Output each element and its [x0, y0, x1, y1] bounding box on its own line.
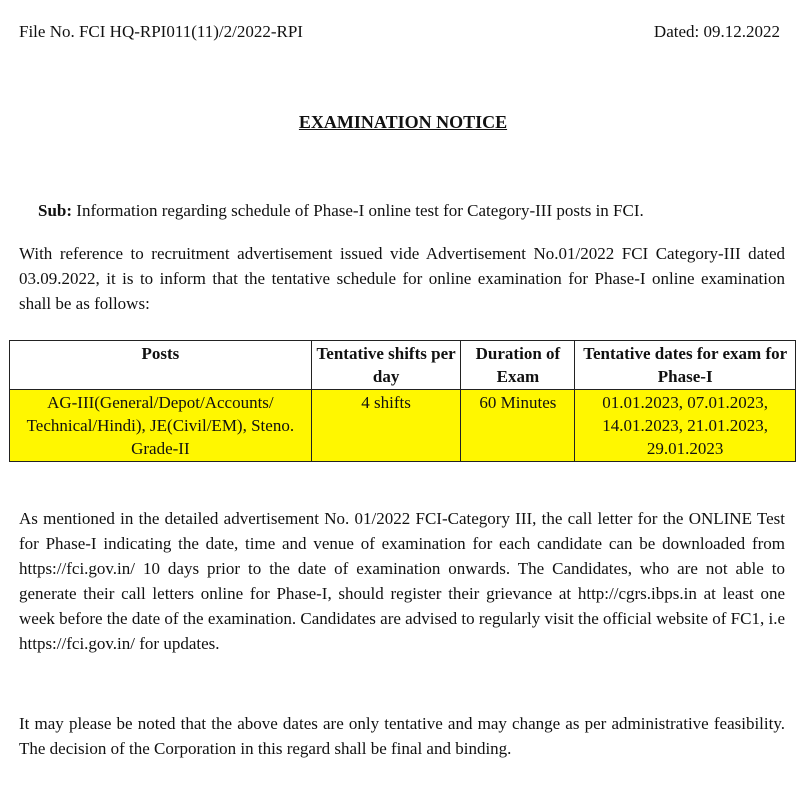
document-header — [19, 22, 780, 42]
subject-label: Sub: — [38, 201, 73, 220]
intro-paragraph: With reference to recruitment advertisement issued vide Advertisement No.01/2022 FCI Category-III dated 03.09.2022, it is to inform that the tentative schedule for online examination for Phase-I online examination shall be as follows: — [19, 244, 785, 313]
date: Dated: 09.12.2022 — [653, 22, 780, 41]
cell-shifts: 4 shifts — [311, 390, 461, 462]
subject-line — [38, 201, 644, 221]
tentative-note-paragraph: It may please be noted that the above dates are only tentative and may change as per administrative feasibility. The decision of the Corporation in this regard shall be final and binding. — [19, 714, 785, 758]
page-title: EXAMINATION NOTICE — [298, 112, 508, 132]
col-posts: Posts — [10, 341, 312, 390]
file-number: File No. FCI HQ-RPI011(11)/2/2022-RPI — [19, 22, 303, 41]
table-row — [10, 390, 796, 462]
cell-dates: 01.01.2023, 07.01.2023, 14.01.2023, 21.01.2023, 29.01.2023 — [575, 390, 796, 462]
cell-duration: 60 Minutes — [461, 390, 575, 462]
subject-text: Information regarding schedule of Phase-I online test for Category-III posts in FCI. — [72, 201, 644, 220]
call-letter-paragraph: As mentioned in the detailed advertisement No. 01/2022 FCI-Category III, the call letter for the ONLINE Test for Phase-I indicating the date, time and venue of examination for each candidate can be downloaded from https://fci.gov.in/ 10 days prior to the date of examination onwards. The Candidates, who are not able to generate their call letters online for Phase-I, should register their grievance at http://cgrs.ibps.in at least one week before the date of the examination. Candidates are advised to regularly visit the official website of FC1, i.e https://fci.gov.in/ for updates. — [19, 509, 785, 653]
schedule-table — [9, 340, 796, 462]
col-shifts: Tentative shifts per day — [311, 341, 461, 390]
table-header-row — [10, 341, 796, 390]
col-duration: Duration of Exam — [461, 341, 575, 390]
col-dates: Tentative dates for exam for Phase-I — [575, 341, 796, 390]
cell-posts: AG-III(General/Depot/Accounts/ Technical/Hindi), JE(Civil/EM), Steno. Grade-II — [10, 390, 312, 462]
